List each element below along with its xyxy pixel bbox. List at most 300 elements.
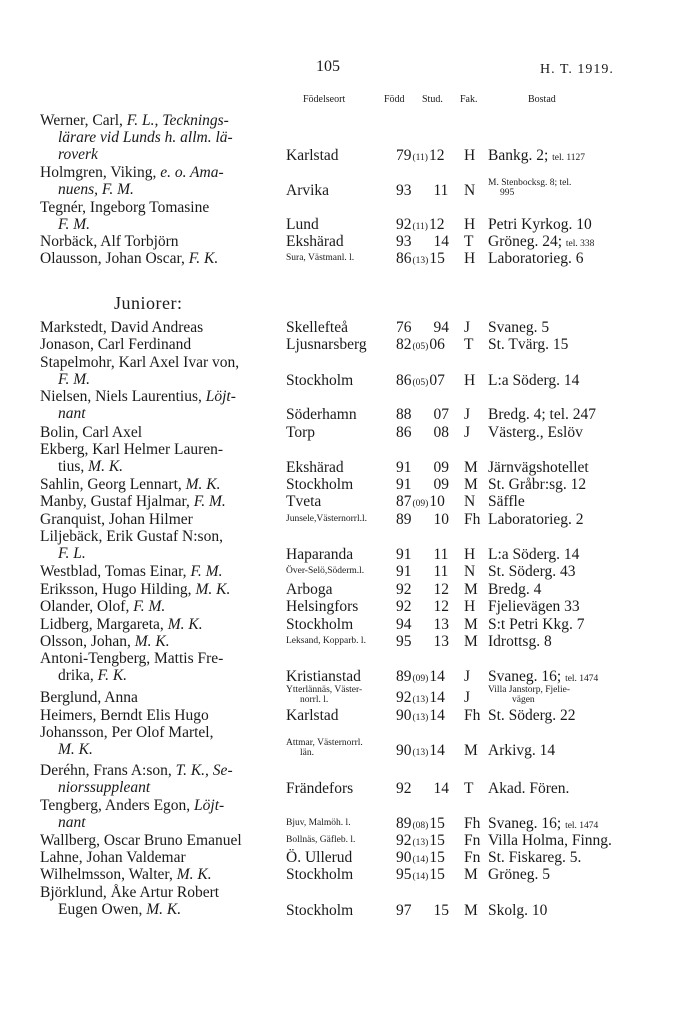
residence (488, 780, 569, 797)
address: St. Söderg. 43 (488, 563, 576, 580)
title-text: M. K. (185, 476, 221, 493)
address: Västerg., Eslöv (488, 424, 583, 441)
stud-prev: (05) (412, 342, 429, 352)
birthplace: Ljusnarsberg (286, 336, 367, 353)
birthplace: Karlstad (286, 147, 339, 164)
entry-name (40, 354, 239, 371)
name-text: Ekberg, Karl Helmer Lauren- (40, 441, 224, 458)
residence (488, 598, 580, 615)
name-text: Holmgren, Viking, (40, 164, 161, 181)
address: Svaneg. 16; (488, 668, 566, 685)
address: Gröneg. 24; (488, 233, 566, 250)
stud-year: 14 (429, 689, 445, 706)
name-text: Liljebäck, Erik Gustaf N:son, (40, 528, 223, 545)
birthplace: Bjuv, Malmöh. l. (286, 818, 351, 828)
born-year: 92 (396, 216, 412, 233)
years (396, 336, 445, 356)
years (396, 546, 448, 563)
faculty: J (464, 689, 471, 706)
birthplace: Haparanda (286, 546, 354, 563)
entry-name (40, 849, 186, 866)
entry-name-cont (58, 545, 86, 562)
entry-name (40, 319, 203, 336)
born-year: 79 (396, 147, 412, 164)
faculty: N (464, 493, 476, 510)
years (396, 511, 449, 528)
years (396, 459, 449, 476)
entry-name (40, 511, 193, 528)
faculty: H (464, 147, 476, 164)
title-text: F. M. (190, 563, 223, 580)
years (396, 476, 449, 493)
stud-prev: (09) (412, 674, 429, 684)
faculty: H (464, 598, 476, 615)
stud-year: 13 (433, 616, 449, 633)
birthplace: Sura, Västmanl. l. (286, 253, 355, 263)
address: Säffle (488, 493, 525, 510)
born-year: 89 (396, 815, 412, 832)
title-text: M. K. (134, 633, 170, 650)
birthplace: Stockholm (286, 902, 354, 919)
address: St. Söderg. 22 (488, 707, 576, 724)
birthplace: Ö. Ullerud (286, 849, 353, 866)
stud-year: 15 (429, 849, 445, 866)
birthplace: Kristianstad (286, 668, 361, 685)
birthplace: Stockholm (286, 866, 354, 883)
title-text: roverk (58, 146, 98, 163)
stud-year: 94 (433, 319, 449, 336)
name-text: Stapelmohr, Karl Axel Ivar von, (40, 354, 240, 371)
title-text: e. o. Ama- (160, 164, 224, 181)
name-text: Berglund, Anna (40, 689, 138, 706)
stud-year: 08 (433, 424, 449, 441)
entry-name (40, 616, 203, 633)
stud-year: 09 (433, 459, 449, 476)
stud-year: 15 (429, 815, 445, 832)
name-text: Olausson, Johan Oscar, (40, 250, 189, 267)
title-text: Löjt- (205, 388, 236, 405)
col-header-residence: Bostad (528, 94, 556, 105)
years (396, 780, 449, 797)
stud-year: 10 (433, 511, 449, 528)
address: Laboratorieg. 2 (488, 511, 584, 528)
col-header-born: Född (384, 94, 405, 105)
address: St. Gråbr:sg. 12 (488, 476, 587, 493)
entry-name-cont (58, 181, 134, 198)
entry-name (40, 233, 179, 250)
title-text: F. K. (97, 667, 128, 684)
entry-name (40, 563, 222, 580)
residence (488, 336, 568, 353)
name-text: Olsson, Johan, (40, 633, 135, 650)
entry-name (40, 650, 223, 667)
name-text: Nielsen, Niels Laurentius, (40, 388, 206, 405)
birthplace: Attmar, Västernorrl. (286, 738, 363, 748)
years (396, 707, 445, 727)
faculty: H (464, 216, 476, 233)
years (396, 598, 449, 615)
entry-name (40, 581, 230, 598)
entry-name (40, 689, 138, 706)
stud-year: 14 (433, 780, 449, 797)
name-text: Björklund, Åke Artur Robert (40, 884, 220, 901)
faculty: M (464, 633, 478, 650)
name-text: Antoni-Tengberg, Mattis Fre- (40, 650, 224, 667)
stud-year: 12 (428, 216, 445, 233)
entry-name-cont (58, 405, 86, 422)
address: Järnvägshotellet (488, 459, 589, 476)
stud-prev: (05) (412, 378, 429, 388)
stud-year: 11 (433, 182, 449, 199)
born-year: 88 (396, 406, 412, 423)
faculty: Fh (464, 707, 481, 724)
title-text: F. M. (133, 598, 166, 615)
name-text: Lahne, Johan Valdemar (40, 849, 186, 866)
name-text: Jonason, Carl Ferdinand (40, 336, 192, 353)
born-year: 97 (396, 902, 412, 919)
birthplace: Ekshärad (286, 233, 344, 250)
residence (488, 511, 584, 528)
name-text: Sahlin, Georg Lennart, (40, 476, 186, 493)
address: Svaneg. 16; (488, 815, 566, 832)
stud-year: 11 (433, 546, 449, 563)
entry-name (40, 707, 209, 724)
entry-name-cont (58, 667, 127, 684)
title-text: niorssuppleant (58, 779, 151, 796)
name-text: Wilhelmsson, Walter, (40, 866, 177, 883)
entry-name-cont (58, 146, 98, 163)
entry-name (40, 866, 212, 883)
name-text: Johansson, Per Olof Martel, (40, 724, 214, 741)
name-text: Tengberg, Anders Egon, (40, 797, 195, 814)
title-text: Löjt- (194, 797, 225, 814)
stud-year: 12 (433, 581, 449, 598)
title-text: M. K. (146, 901, 182, 918)
faculty: H (464, 546, 476, 563)
entry-name-cont (58, 741, 93, 758)
years (396, 689, 445, 709)
born-year: 91 (396, 563, 412, 580)
faculty: N (464, 182, 476, 199)
years (396, 424, 449, 441)
years (396, 233, 449, 250)
faculty: T (464, 233, 474, 250)
born-year: 87 (396, 493, 412, 510)
address: Petri Kyrkog. 10 (488, 216, 592, 233)
name-text: tius, (58, 458, 89, 475)
faculty: H (464, 372, 476, 389)
stud-year: 12 (428, 147, 445, 164)
faculty: Fn (464, 832, 481, 849)
birthplace: Stockholm (286, 616, 354, 633)
entry-name (40, 633, 170, 650)
stud-year: 15 (429, 250, 445, 267)
entry-name (40, 797, 224, 814)
residence (488, 581, 541, 598)
faculty: H (464, 250, 476, 267)
stud-year: 12 (433, 598, 449, 615)
birthplace: Leksand, Kopparb. l. (286, 636, 366, 646)
years (396, 372, 445, 392)
name-text: Tegnér, Ingeborg Tomasine (40, 199, 210, 216)
address: Akad. Fören. (488, 780, 570, 797)
title-text: M. K. (167, 616, 203, 633)
faculty: M (464, 581, 478, 598)
stud-prev: (13) (412, 838, 429, 848)
entry-name (40, 388, 236, 405)
residence (488, 424, 583, 441)
years (396, 406, 449, 423)
birthplace-cont: län. (300, 748, 314, 758)
years (396, 633, 449, 650)
entry-name-cont (58, 901, 181, 918)
stud-year: 15 (429, 832, 445, 849)
title-text: M. K. (58, 741, 93, 758)
born-year: 91 (396, 476, 412, 493)
faculty: T (464, 336, 474, 353)
name-text: Eriksson, Hugo Hilding, (40, 581, 196, 598)
faculty: J (464, 406, 471, 423)
name-text: Olander, Olof, (40, 598, 134, 615)
stud-year: 14 (429, 707, 445, 724)
faculty: M (464, 476, 478, 493)
residence (488, 372, 579, 389)
entry-name-cont (58, 129, 233, 146)
entry-name (40, 528, 223, 545)
title-text: F. M. (193, 493, 226, 510)
name-text: drika, (58, 667, 98, 684)
residence (488, 406, 596, 423)
birthplace: Karlstad (286, 707, 339, 724)
birthplace: Skellefteå (286, 319, 348, 336)
residence (488, 633, 552, 650)
faculty: M (464, 902, 478, 919)
faculty: Fn (464, 849, 481, 866)
name-text: Lidberg, Margareta, (40, 616, 168, 633)
faculty: T (464, 780, 474, 797)
birthplace: Arboga (286, 581, 333, 598)
born-year: 93 (396, 182, 412, 199)
title-text: T. K., Se- (175, 762, 233, 779)
birthplace: Stockholm (286, 476, 354, 493)
residence (488, 546, 579, 563)
entry-name-cont (58, 458, 123, 475)
residence (488, 707, 576, 724)
stud-prev: (13) (412, 713, 429, 723)
phone: tel. 1127 (552, 153, 586, 163)
name-text: Werner, Carl, (40, 112, 127, 129)
birthplace: Arvika (286, 182, 330, 199)
residence-cont: vägen (512, 695, 535, 705)
residence (488, 832, 612, 849)
born-year: 91 (396, 459, 412, 476)
birthplace: Helsingfors (286, 598, 359, 615)
stud-prev: (11) (412, 153, 428, 163)
faculty: J (464, 424, 471, 441)
stud-prev: (08) (412, 821, 429, 831)
address: Fjelievägen 33 (488, 598, 580, 615)
title-text: nant (58, 814, 86, 831)
name-text: Wallberg, Oscar Bruno Emanuel (40, 832, 242, 849)
stud-year: 11 (433, 563, 449, 580)
birthplace: Ytterlännäs, Väster- (286, 685, 363, 695)
years (396, 563, 448, 580)
residence (488, 866, 550, 883)
entry-name (40, 762, 233, 779)
entry-name (40, 493, 226, 510)
residence (488, 147, 585, 167)
entry-name (40, 832, 242, 849)
address: Bredg. 4; tel. 247 (488, 406, 597, 423)
stud-prev: (13) (412, 695, 429, 705)
address: L:a Söderg. 14 (488, 546, 580, 563)
address: Idrottsg. 8 (488, 633, 552, 650)
phone: tel. 338 (565, 239, 595, 249)
entry-name-cont (58, 814, 86, 831)
birthplace: Bollnäs, Gäfleb. l. (286, 835, 356, 845)
years (396, 147, 444, 167)
born-year: 90 (396, 849, 412, 866)
entry-name (40, 250, 218, 267)
semester-label: H. T. 1919. (540, 62, 614, 77)
stud-year: 07 (433, 406, 449, 423)
born-year: 95 (396, 866, 412, 883)
stud-year: 13 (433, 633, 449, 650)
years (396, 319, 449, 336)
born-year: 86 (396, 424, 412, 441)
title-text: F. L., Tecknings- (126, 112, 229, 129)
birthplace: Tveta (286, 493, 322, 510)
entry-name (40, 164, 224, 181)
entry-name (40, 424, 142, 441)
title-text: M. K. (88, 458, 124, 475)
years (396, 742, 445, 762)
years (396, 866, 445, 886)
address: Skolg. 10 (488, 902, 548, 919)
section-title: Juniorer: (114, 293, 183, 313)
name-text: Eugen Owen, (58, 901, 147, 918)
address: L:a Söderg. 14 (488, 372, 580, 389)
born-year: 95 (396, 633, 412, 650)
entry-name (40, 199, 209, 216)
title-text: F. L. (58, 545, 86, 562)
born-year: 92 (396, 581, 412, 598)
born-year: 92 (396, 832, 412, 849)
name-text: Granquist, Johan Hilmer (40, 511, 193, 528)
residence (488, 250, 584, 267)
address: Gröneg. 5 (488, 866, 550, 883)
stud-year: 14 (429, 668, 445, 685)
years (396, 616, 449, 633)
name-text: Heimers, Berndt Elis Hugo (40, 707, 209, 724)
col-header-fak: Fak. (460, 94, 478, 105)
born-year: 86 (396, 250, 412, 267)
entry-name (40, 724, 214, 741)
years (396, 250, 445, 270)
entry-name (40, 476, 221, 493)
years (396, 668, 445, 688)
faculty: Fh (464, 815, 481, 832)
born-year: 92 (396, 598, 412, 615)
birthplace: Junsele,Västernorrl.l. (286, 514, 367, 524)
title-text: F. M. (58, 216, 91, 233)
born-year: 91 (396, 546, 412, 563)
phone: tel. 1474 (565, 821, 599, 831)
col-header-birthplace: Födelseort (303, 94, 346, 105)
birthplace: Stockholm (286, 372, 354, 389)
birthplace: Över-Selö,Söderm.l. (286, 566, 365, 576)
address: Villa Holma, Finng. (488, 832, 612, 849)
years (396, 902, 449, 919)
faculty: M (464, 742, 478, 759)
stud-prev: (13) (412, 256, 429, 266)
address: St. Tvärg. 15 (488, 336, 569, 353)
stud-prev: (09) (412, 499, 429, 509)
title-text: nuens, F. M. (58, 181, 134, 198)
name-text: Manby, Gustaf Hjalmar, (40, 493, 194, 510)
faculty: J (464, 668, 471, 685)
faculty: J (464, 319, 471, 336)
title-text: lärare vid Lunds h. allm. lä- (58, 129, 233, 146)
address: S:t Petri Kkg. 7 (488, 616, 585, 633)
faculty: M (464, 866, 478, 883)
stud-prev: (11) (412, 222, 428, 232)
address: Laboratorieg. 6 (488, 250, 584, 267)
birthplace: Söderhamn (286, 406, 357, 423)
address: St. Fiskareg. 5. (488, 849, 582, 866)
stud-prev: (14) (412, 855, 429, 865)
entry-name (40, 112, 229, 129)
entry-name-cont (58, 779, 150, 796)
residence (488, 459, 589, 476)
title-text: M. K. (176, 866, 212, 883)
stud-year: 07 (429, 372, 445, 389)
stud-year: 14 (429, 742, 445, 759)
entry-name (40, 598, 165, 615)
stud-year: 10 (429, 493, 445, 510)
name-text: Markstedt, David Andreas (40, 319, 204, 336)
stud-prev: (13) (412, 748, 429, 758)
born-year: 93 (396, 233, 412, 250)
faculty: Fh (464, 511, 481, 528)
name-text: Westblad, Tomas Einar, (40, 563, 191, 580)
born-year: 82 (396, 336, 412, 353)
stud-year: 09 (433, 476, 449, 493)
faculty: M (464, 459, 478, 476)
residence (488, 319, 549, 336)
entry-name (40, 441, 223, 458)
page-number: 105 (316, 58, 340, 75)
born-year: 92 (396, 689, 412, 706)
birthplace-cont: norrl. l. (300, 695, 329, 705)
residence (488, 563, 576, 580)
born-year: 92 (396, 780, 412, 797)
name-text: Norbäck, Alf Torbjörn (40, 233, 179, 250)
residence (488, 742, 555, 759)
col-header-stud: Stud. (422, 94, 443, 105)
residence (488, 476, 586, 493)
address: Bredg. 4 (488, 581, 542, 598)
entry-name (40, 884, 219, 901)
entry-name (40, 336, 191, 353)
title-text: F. M. (58, 371, 91, 388)
stud-year: 15 (429, 866, 445, 883)
faculty: M (464, 616, 478, 633)
entry-name-cont (58, 371, 90, 388)
stud-year: 14 (433, 233, 449, 250)
birthplace: Lund (286, 216, 319, 233)
address: Bankg. 2; (488, 147, 553, 164)
